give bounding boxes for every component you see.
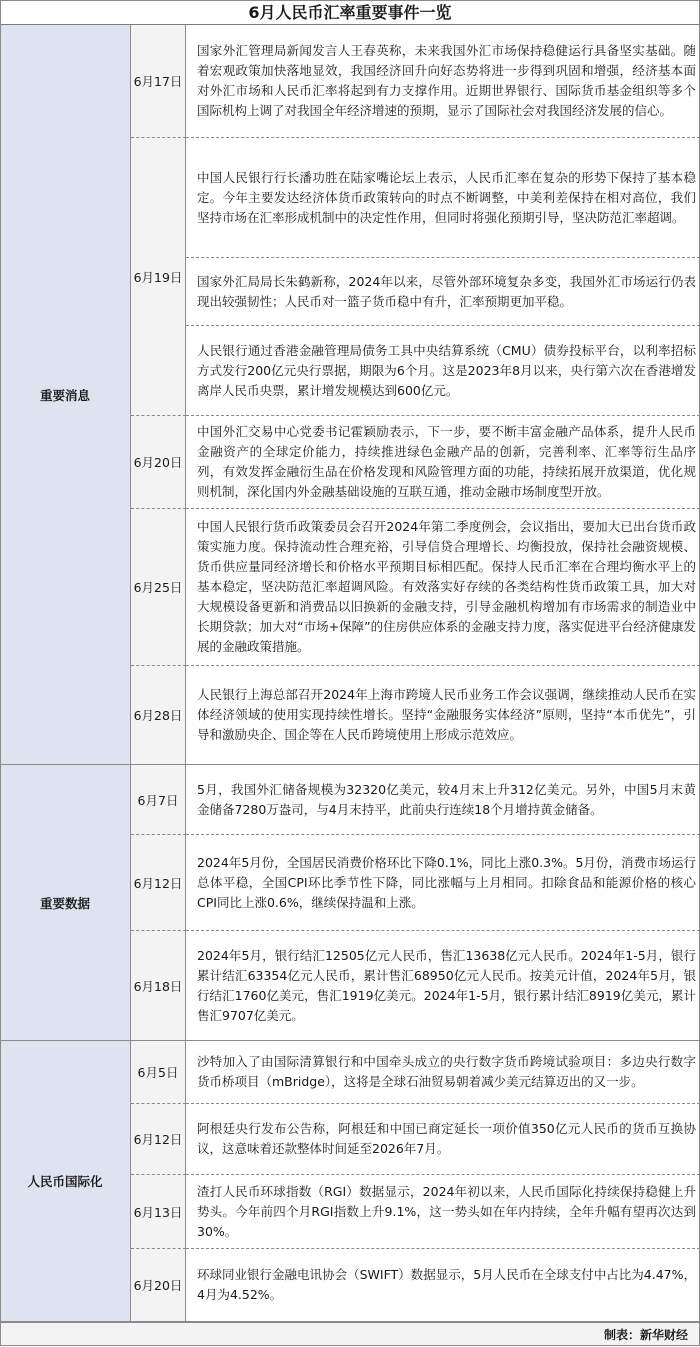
category-important-data: [0, 765, 131, 1041]
date-cell: 6月13日: [131, 1175, 186, 1249]
date-cell: 6月20日: [131, 1249, 186, 1322]
date-cell: 6月5日: [131, 1041, 186, 1104]
category-important-news: [0, 25, 131, 765]
category-label: 人民币国际化: [27, 1174, 103, 1189]
event-text: 人民银行上海总部召开2024年上海市跨境人民币业务工作会议强调，继续推动人民币在实体经济领域的使用实现持续性增长。坚持“金融服务实体经济”原则，坚持“本币优先”，引导和激励央企、国企等在人民币跨境使用上形成示范效应。: [186, 666, 700, 765]
date-cell: 6月19日: [131, 138, 186, 416]
event-text: 2024年5月份，全国居民消费价格环比下降0.1%，同比上涨0.3%。5月份，消费市场运行总体平稳，全国CPI环比季节性下降，同比涨幅与上月相同。扣除食品和能源价格的核心CPI同比上涨0.6%，继续保持温和上涨。: [186, 835, 700, 931]
date-cell: 6月7日: [131, 765, 186, 835]
date-cell: 6月12日: [131, 835, 186, 931]
event-text: 国家外汇管理局新闻发言人王春英称，未来我国外汇市场保持稳健运行具备坚实基础。随着宏观政策加快落地显效，我国经济回升向好态势将进一步得到巩固和增强，经济基本面对外汇市场和人民币汇率将起到有力支撑作用。近期世界银行、国际货币基金组织等多个国际机构上调了对我国全年经济增速的预期，显示了国际社会对我国经济发展的信心。: [186, 25, 700, 138]
date-cell: 6月17日: [131, 25, 186, 138]
event-text: 中国人民银行货币政策委员会召开2024年第二季度例会，会议指出，要加大已出台货币政策实施力度。保持流动性合理充裕，引导信贷合理增长、均衡投放，保持社会融资规模、货币供应量同经济增长和价格水平预期目标相匹配。保持人民币汇率在合理均衡水平上的基本稳定，坚决防范汇率超调风险。有效落实好存续的各类结构性货币政策工具，加大对大规模设备更新和消费品以旧换新的金融支持，引导金融机构增加有市场需求的制造业中长期贷款；加大对“市场+保障”的住房供应体系的金融支持力度，落实促进平台经济健康发展的金融政策措施。: [186, 509, 700, 666]
category-rmb-internationalization: [0, 1041, 131, 1322]
table-footer: 制表：新华财经: [0, 1322, 700, 1346]
category-label: 重要数据: [39, 895, 90, 911]
date-cell: 6月20日: [131, 416, 186, 509]
event-text: 阿根廷央行发布公告称，阿根廷和中国已商定延长一项价值350亿元人民币的货币互换协议，这意味着还款整体时间延至2026年7月。: [186, 1104, 700, 1175]
event-text: 人民银行通过香港金融管理局债务工具中央结算系统（CMU）债券投标平台，以利率招标方式发行200亿元央行票据，期限为6个月。这是2023年8月以来，央行第六次在香港增发离岸人民币央票，累计增发规模达到600亿元。: [186, 326, 700, 416]
date-cell: 6月18日: [131, 931, 186, 1041]
event-text: 环球同业银行金融电讯协会（SWIFT）数据显示，5月人民币在全球支付中占比为4.47%，4月为4.52%。: [186, 1249, 700, 1322]
date-cell: 6月12日: [131, 1104, 186, 1175]
event-text: 渣打人民币环球指数（RGI）数据显示，2024年初以来，人民币国际化持续保持稳健上升势头。今年前四个月RGI指数上升9.1%，这一势头如在年内持续，全年升幅有望再次达到30%。: [186, 1175, 700, 1249]
date-cell: 6月28日: [131, 666, 186, 765]
event-text: 2024年5月，银行结汇12505亿元人民币，售汇13638亿元人民币。2024年1-5月，银行累计结汇63354亿元人民币，累计售汇68950亿元人民币。按美元计值，2024年5月，银行结汇1760亿美元，售汇1919亿美元。2024年1-5月，银行累计结汇8919亿美元，累计售汇9707亿美元。: [186, 931, 700, 1041]
event-text: 中国外汇交易中心党委书记霍颖励表示，下一步，要不断丰富金融产品体系，提升人民币金融资产的全球定价能力，持续推进绿色金融产品的创新，完善利率、汇率等衍生品序列，有效发挥金融衍生品在价格发现和风险管理方面的功能，持续拓展开放渠道，优化规则机制，深化国内外金融基础设施的互联互通，推动金融市场制度型开放。: [186, 416, 700, 509]
event-text: 中国人民银行行长潘功胜在陆家嘴论坛上表示，人民币汇率在复杂的形势下保持了基本稳定。今年主要发达经济体货币政策转向的时点不断调整，中美利差保持在相对高位，我们坚持市场在汇率形成机制中的决定性作用，但同时将强化预期引导，坚决防范汇率超调。: [186, 138, 700, 258]
category-label: 重要消息: [39, 387, 90, 403]
event-text: 沙特加入了由国际清算银行和中国牵头成立的央行数字货币跨境试验项目：多边央行数字货币桥项目（mBridge），这将是全球石油贸易朝着减少美元结算迈出的又一步。: [186, 1041, 700, 1104]
event-text: 5月，我国外汇储备规模为32320亿美元，较4月末上升312亿美元。另外，中国5月末黄金储备7280万盎司，与4月末持平，此前央行连续18个月增持黄金储备。: [186, 765, 700, 835]
event-text: 国家外汇局局长朱鹤新称，2024年以来，尽管外部环境复杂多变，我国外汇市场运行仍表现出较强韧性；人民币对一篮子货币稳中有升，汇率预期更加平稳。: [186, 258, 700, 326]
date-cell: 6月25日: [131, 509, 186, 666]
table-title: 6月人民币汇率重要事件一览: [0, 0, 700, 25]
